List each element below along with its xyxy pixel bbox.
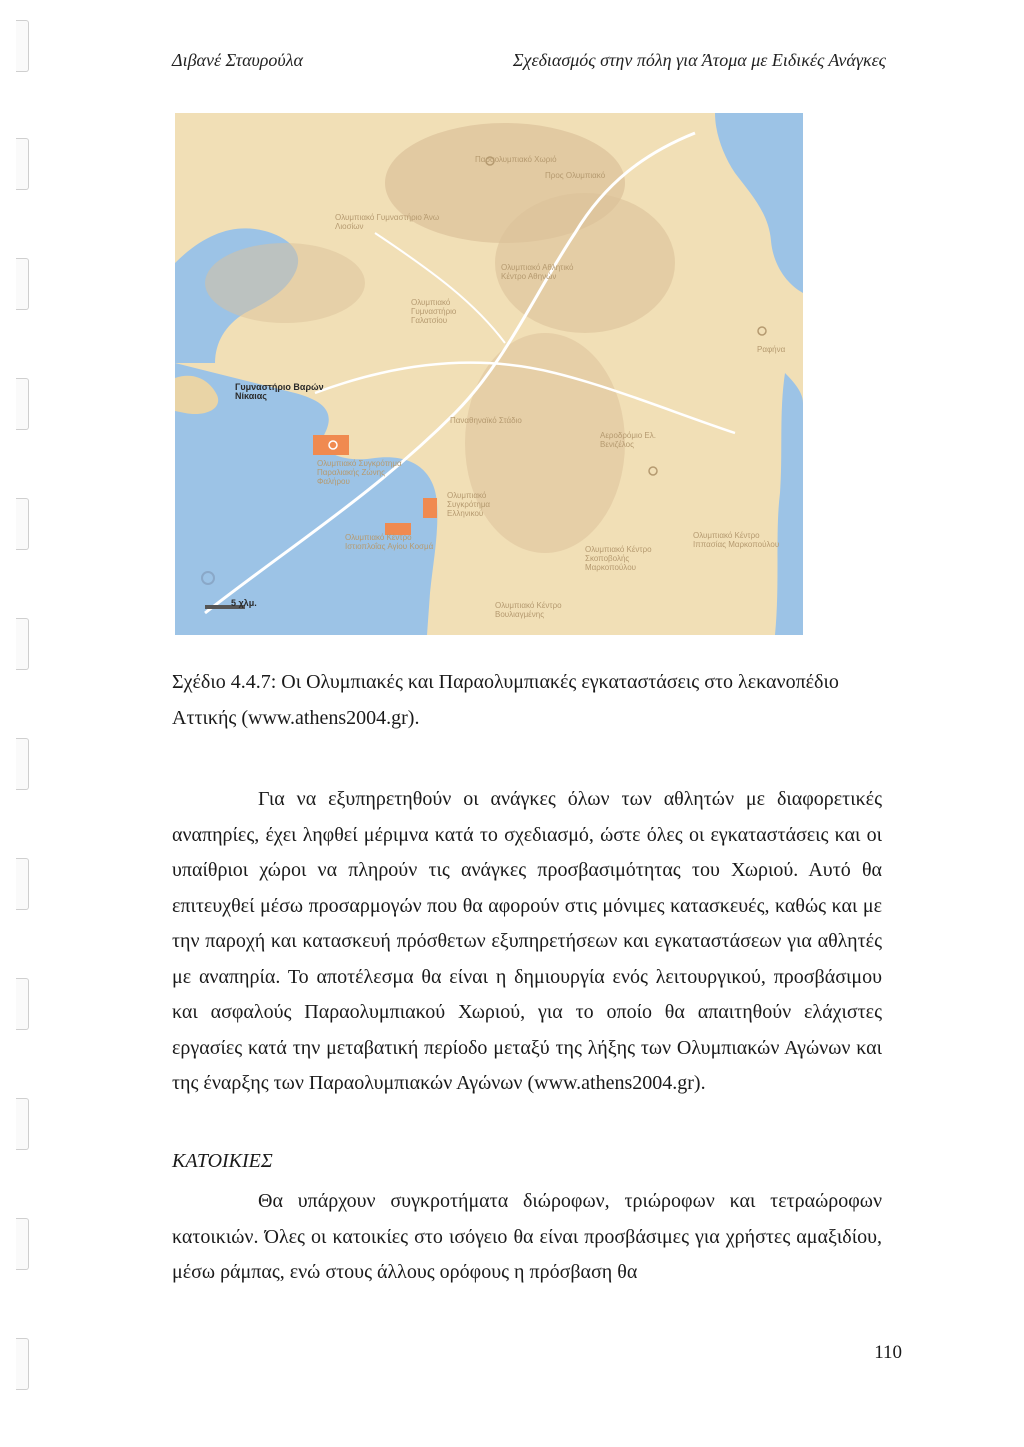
binder-tab xyxy=(16,618,29,670)
map-label: Αεροδρόμιο Ελ. Βενιζέλος xyxy=(600,431,656,449)
figure-caption: Σχέδιο 4.4.7: Οι Ολυμπιακές και Παραολυμπιακές εγκαταστάσεις στο λεκανοπέδιο Αττικής (www.athens2004.gr). xyxy=(172,671,839,729)
page-number: 110 xyxy=(874,1342,902,1363)
binder-tab xyxy=(16,978,29,1030)
map-label: Ολυμπιακό Συγκρότημα Παραλιακής Ζώνης Φαλήρου xyxy=(317,459,402,486)
map-label: Προς Ολυμπιακό xyxy=(545,171,606,180)
section-heading: ΚΑΤΟΙΚΙΕΣ xyxy=(172,1150,273,1172)
venue-elliniko xyxy=(423,498,437,518)
attica-venues-map xyxy=(175,113,803,635)
header-title: Σχεδιασμός στην πόλη για Άτομα με Ειδικές Ανάγκες xyxy=(512,50,886,70)
header-author: Διβανέ Σταυρούλα xyxy=(172,50,303,70)
map-label: Ραφήνα xyxy=(757,345,786,354)
map-label: Ολυμπιακό Κέντρο Ιππασίας Μαρκοπούλου xyxy=(693,531,780,549)
binder-tab xyxy=(16,1098,29,1150)
map-hills-aigaleo xyxy=(205,243,365,323)
map-label: Ολυμπιακό Αθλητικό Κέντρο Αθηνών xyxy=(501,263,574,281)
binder-tab xyxy=(16,258,29,310)
map-label: Ολυμπιακό Κέντρο Ιστιοπλοΐας Αγίου Κοσμά xyxy=(345,533,434,551)
map-label: Ολυμπιακό Συγκρότημα Ελληνικού xyxy=(447,491,491,518)
map-label: Ολυμπιακό Γυμναστήριο Γαλατσίου xyxy=(411,298,457,325)
binder-tab xyxy=(16,858,29,910)
binder-tab xyxy=(16,1218,29,1270)
map-scale-label: 5 χλμ. xyxy=(231,598,257,608)
venue-faliro xyxy=(313,435,349,455)
binder-holes xyxy=(0,0,40,1447)
map-label: Παραολυμπιακό Χωριό xyxy=(475,155,557,164)
body-paragraph: Θα υπάρχουν συγκροτήματα διώροφων, τριώροφων και τετραώροφων κατοικιών. Όλες οι κατοικίες στο ισόγειο θα είναι προσβάσιμες για χρήστες αμαξιδίου, μέσω ράμπας, ενώ στους άλλους ορόφους η πρόσβαση θα xyxy=(172,1190,882,1283)
map-graphic xyxy=(175,113,803,635)
binder-tab xyxy=(16,498,29,550)
binder-tab xyxy=(16,378,29,430)
binder-tab xyxy=(16,20,29,72)
map-label: Ολυμπιακό Κέντρο Βουλιαγμένης xyxy=(495,601,562,619)
map-label: Ολυμπιακό Κέντρο Σκοποβολής Μαρκοπούλου xyxy=(585,545,652,572)
map-label: Παναθηναϊκό Στάδιο xyxy=(450,416,522,425)
map-label: Ολυμπιακό Γυμναστήριο Άνω Λιοσίων xyxy=(335,213,440,231)
body-paragraph: Για να εξυπηρετηθούν οι ανάγκες όλων των αθλητών με διαφορετικές αναπηρίες, έχει ληφθεί μέριμνα κατά το σχεδιασμό, ώστε όλες οι εγκαταστάσεις και οι υπαίθριοι χώροι να πληρούν τις ανάγκες προσβασιμότητας του Χωριού. Αυτό θα επιτευχθεί μέσω προσαρμογών που θα αφορούν στις μόνιμες κατασκευές, καθώς και με την παροχή και κατασκευή πρόσθετων εξυπηρετήσεων και εγκαταστάσεων για αθλητές με αναπηρία. Το αποτέλεσμα θα είναι η δημιουργία ενός λειτουργικού, προσβάσιμου και ασφαλούς Παραολυμπιακού Χωριού, για το οποίο θα απαιτηθούν ελάχιστες εργασίες κατά την μεταβατική περίοδο μεταξύ της λήξης των Ολυμπιακών Αγώνων και της έναρξης των Παραολυμπιακών Αγώνων (www.athens2004.gr). xyxy=(172,788,882,1094)
binder-tab xyxy=(16,1338,29,1390)
running-header xyxy=(172,50,886,71)
map-label: Γυμναστήριο Βαρών Νίκαιας xyxy=(235,382,324,401)
binder-tab xyxy=(16,138,29,190)
binder-tab xyxy=(16,738,29,790)
